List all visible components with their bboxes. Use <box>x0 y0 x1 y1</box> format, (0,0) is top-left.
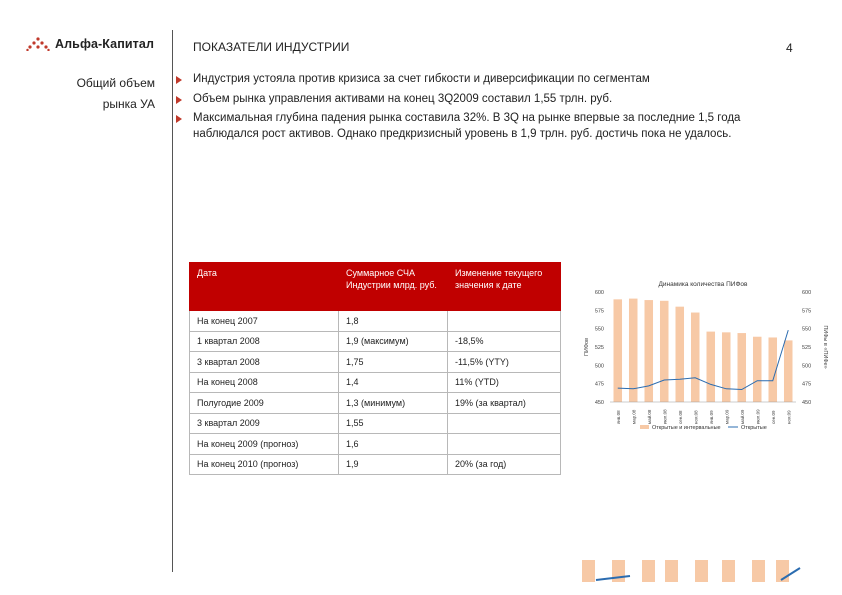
x-tick-label: июл.09 <box>755 409 761 424</box>
section-label: Общий объем рынка УА <box>76 76 155 111</box>
y2-axis-label: ПИФы в «ПИФе» <box>822 325 828 369</box>
divider <box>172 30 173 572</box>
bar <box>753 337 762 402</box>
table-row <box>190 413 561 434</box>
header-change: Изменение текущего значения к дате <box>448 263 561 311</box>
alfa-logo-icon <box>26 37 50 51</box>
table-cell: 11% (YTD) <box>448 372 561 393</box>
header-aum: Суммарное СЧА Индустрии млрд. руб. <box>339 263 448 311</box>
x-tick-label: ноя.09 <box>786 410 792 424</box>
table-cell: -11,5% (YTY) <box>448 352 561 373</box>
bar <box>784 340 793 402</box>
table-row <box>190 393 561 414</box>
table-cell: 1,75 <box>339 352 448 373</box>
y-tick-label: 475 <box>594 381 604 388</box>
table-cell: На конец 2007 <box>190 311 339 332</box>
x-tick-label: сен.08 <box>677 410 683 424</box>
table-cell: 1,9 <box>339 454 448 475</box>
table-cell: 20% (за год) <box>448 454 561 475</box>
x-tick-label: мар.09 <box>724 409 730 424</box>
bar <box>613 299 622 402</box>
header-date: Дата <box>190 263 339 311</box>
legend-label: Открытые и интервальные <box>652 425 721 431</box>
table-cell <box>448 434 561 455</box>
table-cell: 3 квартал 2008 <box>190 352 339 373</box>
y2-tick-label: 575 <box>802 308 812 315</box>
legend-swatch-bar <box>640 425 649 429</box>
bullet-item: Объем рынка управления активами на конец 3Q2009 составил 1,55 трлн. руб. <box>176 92 806 108</box>
x-tick-label: ноя.08 <box>693 410 699 424</box>
y2-tick-label: 475 <box>802 381 812 388</box>
table-cell: На конец 2008 <box>190 372 339 393</box>
legend-label: Открытые <box>741 425 767 431</box>
table-cell: 1,9 (максимум) <box>339 331 448 352</box>
funds-chart <box>578 272 830 442</box>
table-row <box>190 434 561 455</box>
table-cell: На конец 2009 (прогноз) <box>190 434 339 455</box>
table-row <box>190 454 561 475</box>
y-tick-label: 450 <box>594 400 604 406</box>
y-tick-label: 500 <box>594 363 604 370</box>
bullet-item: Максимальная глубина падения рынка составила 32%. В 3Q на рынке впервые за последние 1,5 года наблюдался рост активов. Однако предкризисный уровень в 1,9 трлн. руб. достичь пока не удалось. <box>176 111 806 142</box>
x-tick-label: янв.08 <box>615 410 621 424</box>
bar <box>629 299 638 402</box>
bullet-list <box>176 72 806 146</box>
table-cell: 19% (за квартал) <box>448 393 561 414</box>
table-cell: 1 квартал 2008 <box>190 331 339 352</box>
page-title: ПОКАЗАТЕЛИ ИНДУСТРИИ <box>193 40 350 54</box>
x-tick-label: июл.08 <box>662 409 668 424</box>
bar <box>675 307 684 402</box>
table-cell: 3 квартал 2009 <box>190 413 339 434</box>
industry-table <box>189 262 561 475</box>
table-cell <box>448 311 561 332</box>
table-cell: 1,6 <box>339 434 448 455</box>
table-row <box>190 331 561 352</box>
table-row <box>190 311 561 332</box>
bar <box>660 301 669 402</box>
y2-tick-label: 550 <box>802 326 812 333</box>
table-cell: Полугодие 2009 <box>190 393 339 414</box>
y-axis-label: ПИФов <box>584 337 590 357</box>
bullet-arrow-icon <box>176 76 182 84</box>
logo <box>26 37 154 51</box>
line-series <box>618 330 789 389</box>
table-cell: 1,8 <box>339 311 448 332</box>
table-row <box>190 372 561 393</box>
y-tick-label: 575 <box>594 308 604 315</box>
bar <box>722 332 731 402</box>
logo-text: Альфа-Капитал <box>55 37 154 51</box>
y2-tick-label: 450 <box>802 400 812 406</box>
x-tick-label: мар.08 <box>631 409 637 424</box>
table-cell <box>448 413 561 434</box>
y2-tick-label: 600 <box>802 290 812 296</box>
table-header-row <box>190 263 561 311</box>
y-tick-label: 550 <box>594 326 604 333</box>
x-tick-label: янв.09 <box>708 410 714 424</box>
table-cell: 1,4 <box>339 372 448 393</box>
x-tick-label: сен.09 <box>770 410 776 424</box>
bullet-arrow-icon <box>176 115 182 123</box>
table-cell: 1,55 <box>339 413 448 434</box>
table-cell: -18,5% <box>448 331 561 352</box>
bar <box>691 313 700 402</box>
table-row <box>190 352 561 373</box>
bullet-item: Индустрия устояла против кризиса за счет гибкости и диверсификации по сегментам <box>176 72 806 88</box>
y-tick-label: 600 <box>594 290 604 296</box>
x-tick-label: май.09 <box>739 409 745 424</box>
table-cell: 1,3 (минимум) <box>339 393 448 414</box>
bar <box>706 332 715 402</box>
bar <box>737 333 746 402</box>
table-cell: На конец 2010 (прогноз) <box>190 454 339 475</box>
bullet-arrow-icon <box>176 96 182 104</box>
y-tick-label: 525 <box>594 345 604 351</box>
page-number: 4 <box>786 41 793 55</box>
x-tick-label: май.08 <box>646 409 652 424</box>
y2-tick-label: 525 <box>802 345 812 351</box>
chart-title: Динамика количества ПИФов <box>658 281 748 288</box>
y2-tick-label: 500 <box>802 363 812 370</box>
